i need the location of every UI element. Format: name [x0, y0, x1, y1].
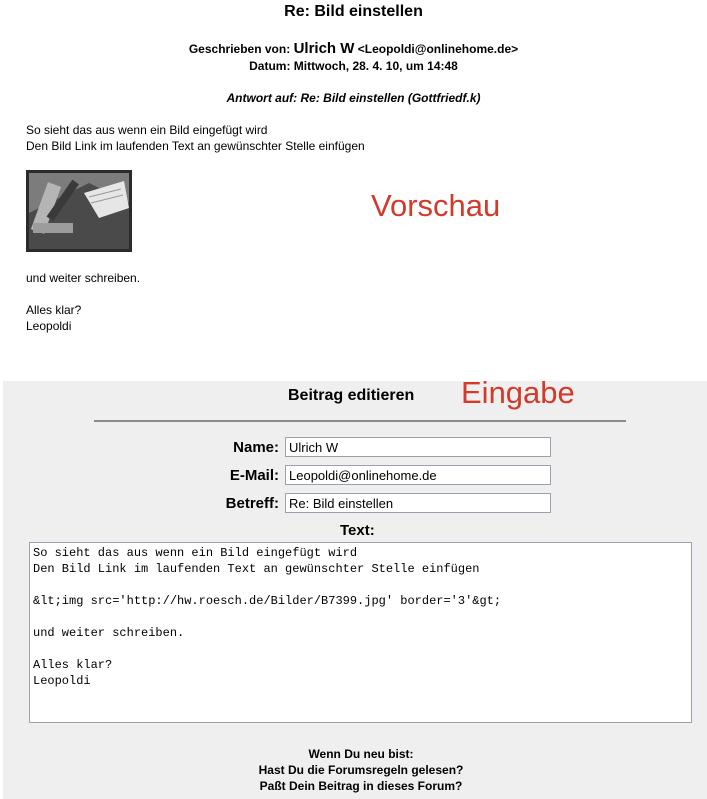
email-label: E-Mail: — [229, 467, 279, 484]
edit-heading: Beitrag editieren — [288, 387, 415, 404]
subject-field[interactable]: Re: Bild einstellen — [285, 493, 551, 513]
closing-line-2: Leopoldi — [26, 319, 72, 333]
name-field[interactable]: Ulrich W — [285, 437, 551, 457]
reply-to: Antwort auf: Re: Bild einstellen (Gottfriedf.k) — [226, 91, 481, 105]
email-field[interactable]: Leopoldi@onlinehome.de — [285, 465, 551, 485]
author-line — [0, 40, 707, 57]
body-line-1: So sieht das aus wenn ein Bild eingefügt wird — [26, 123, 268, 137]
message-textarea[interactable]: So sieht das aus wenn ein Bild eingefügt wird Den Bild Link im laufenden Text an gewünschter Stelle einfügen &lt;img src='http://hw.roesch.de/Bilder/B7399.jpg' border='3'&gt; und weiter schreiben. Alles klar? Leopoldi — [29, 542, 692, 723]
forum-rules-link[interactable]: Hast Du die Forumsregeln gelesen? — [258, 763, 464, 777]
closing-line-1: Alles klar? — [26, 303, 82, 317]
forum-fit-link[interactable]: Paßt Dein Beitrag in dieses Forum? — [259, 779, 463, 793]
text-label: Text: — [340, 522, 375, 539]
preview-annotation: Vorschau — [371, 188, 501, 223]
embedded-image[interactable] — [26, 170, 132, 252]
name-label: Name: — [233, 439, 279, 456]
body-line-2: Den Bild Link im laufenden Text an gewünschter Stelle einfügen — [26, 139, 365, 153]
new-user-heading: Wenn Du neu bist: — [308, 747, 414, 761]
post-date: Datum: Mittwoch, 28. 4. 10, um 14:48 — [249, 59, 458, 73]
divider — [94, 420, 626, 422]
written-by-label: Geschrieben von: — [188, 42, 291, 56]
author-email: <Leopoldi@onlinehome.de> — [357, 42, 519, 56]
post-title: Re: Bild einstellen — [284, 3, 423, 20]
subject-label: Betreff: — [225, 495, 279, 512]
after-image-line: und weiter schreiben. — [26, 271, 141, 285]
author-name: Ulrich W — [293, 40, 355, 57]
input-annotation: Eingabe — [461, 375, 575, 410]
